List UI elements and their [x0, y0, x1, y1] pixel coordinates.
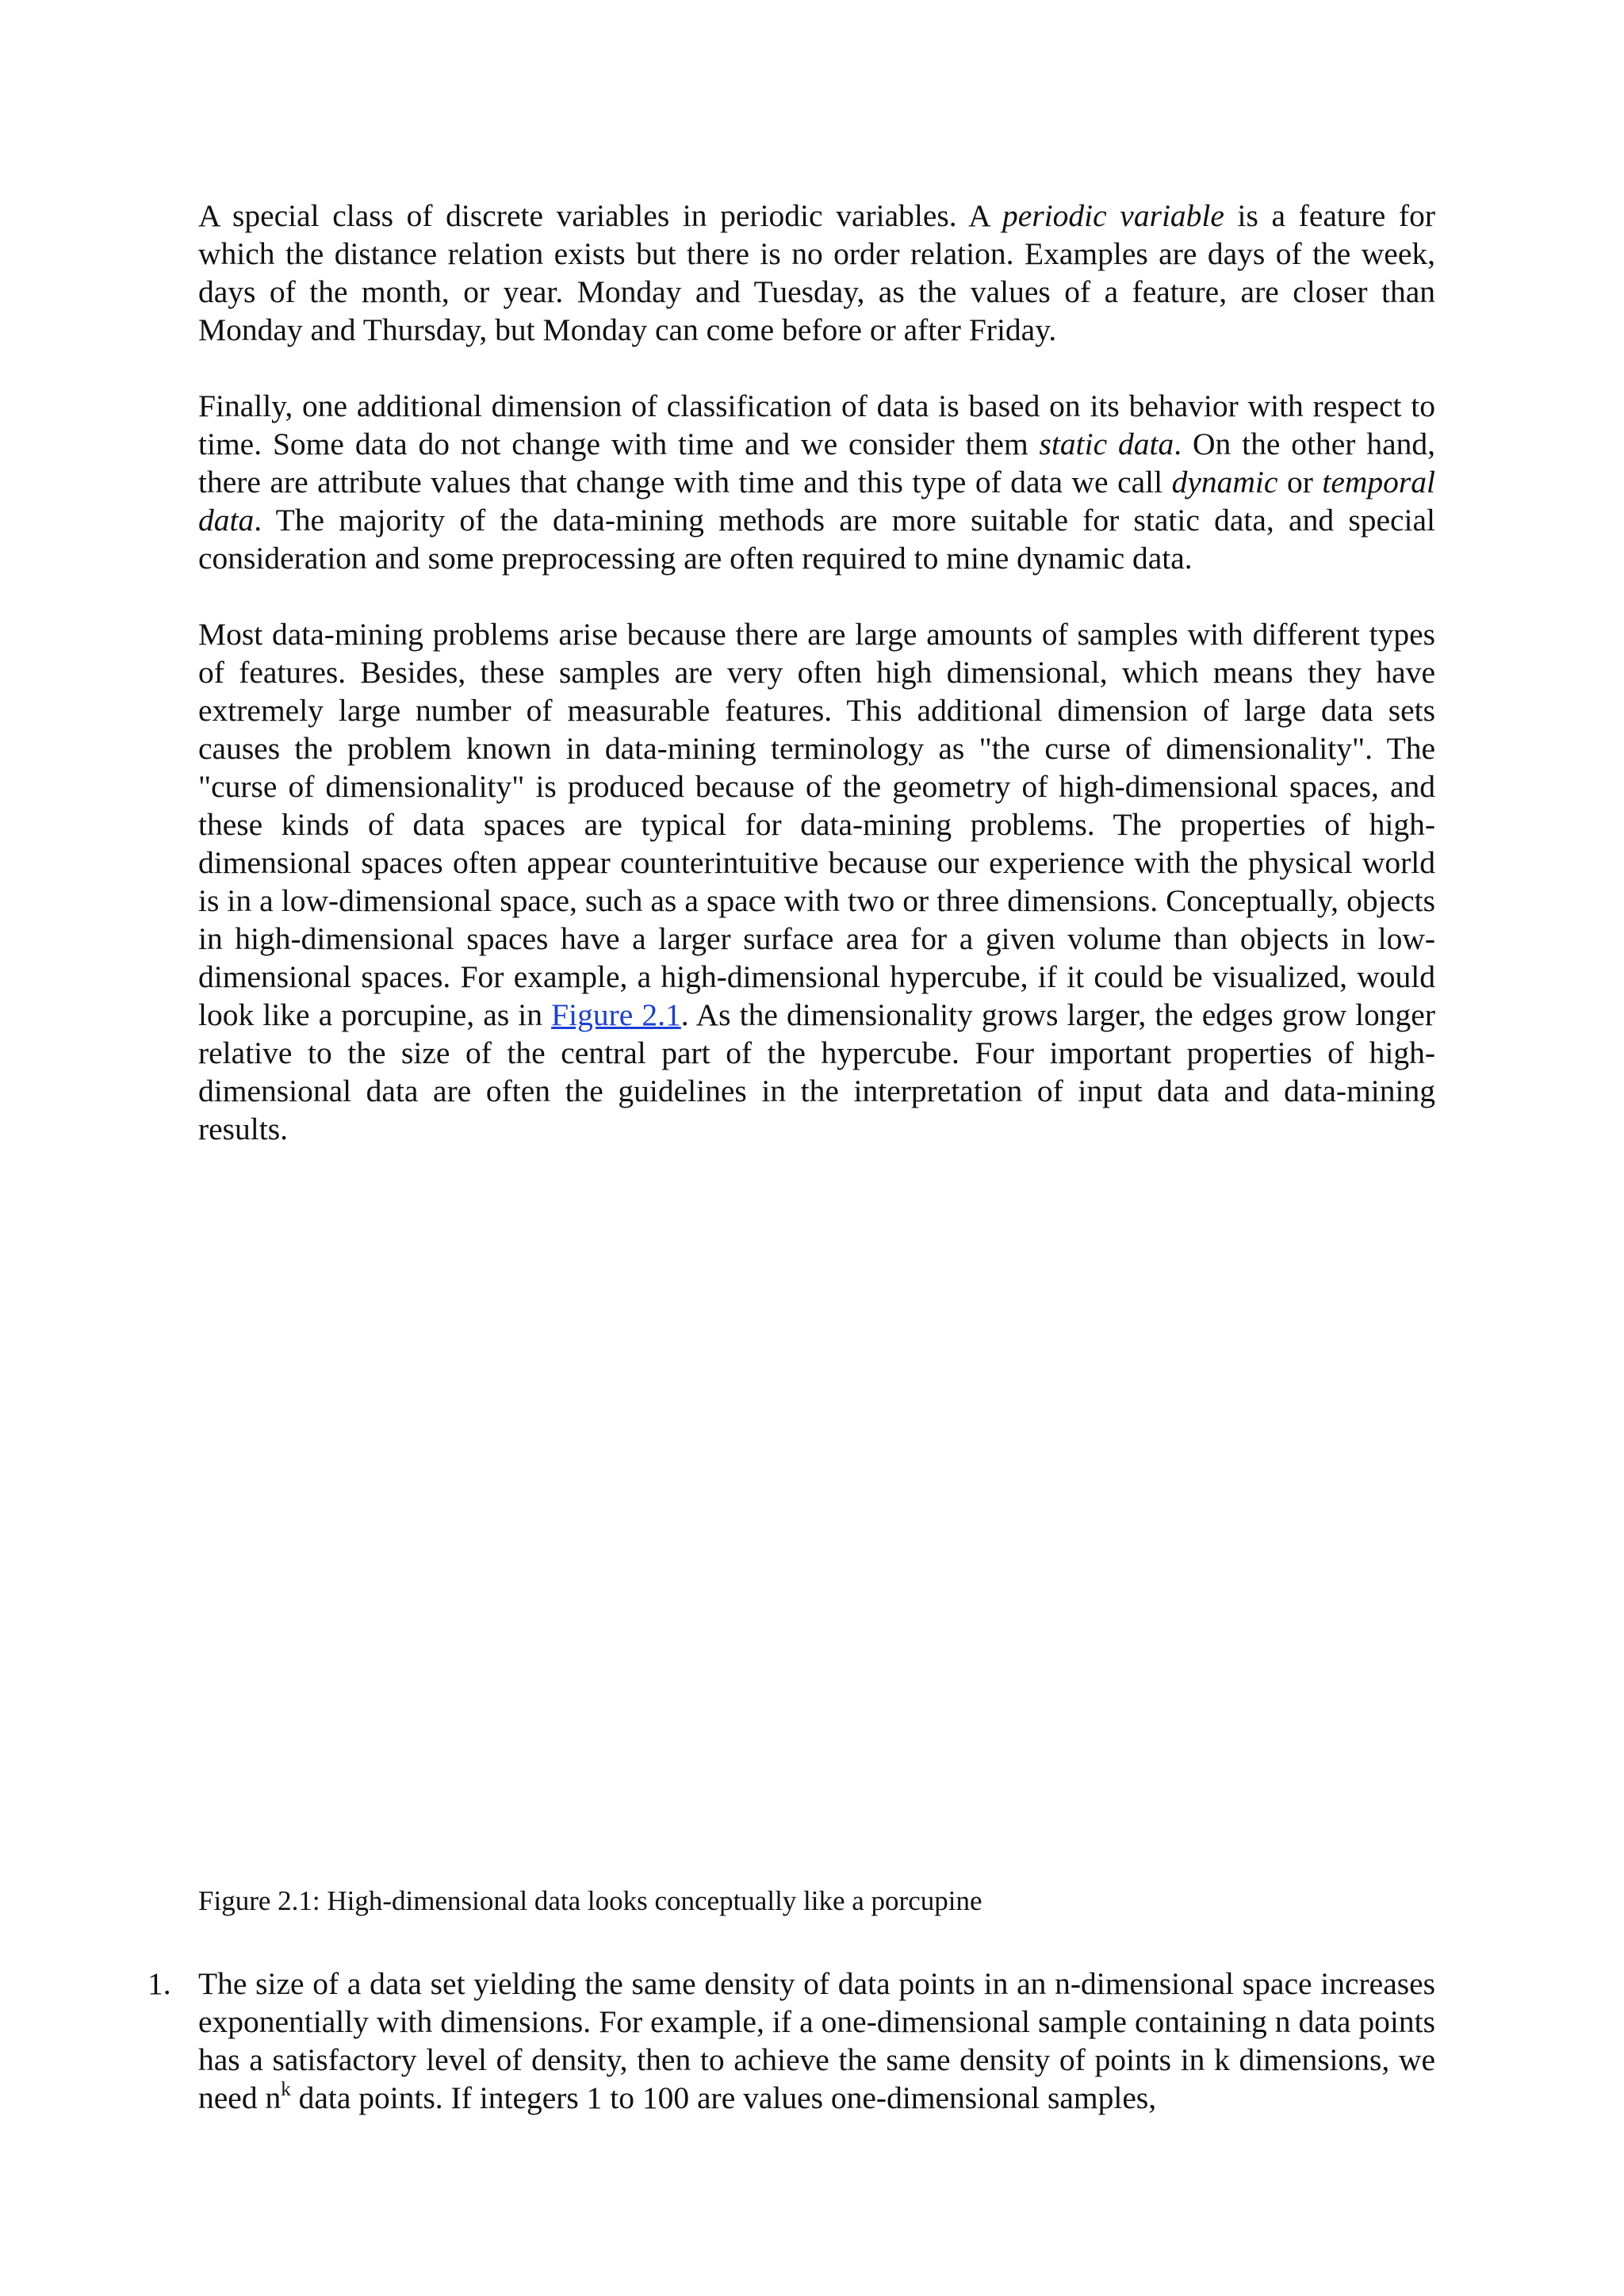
- paragraph-text: . As the dimensionality grows larger, the edges grow longer relative to the size of the central part of the hypercube. Four important properties of high-dimensional data are often the guidelines in the interpretation of input data and data-mining results.: [198, 997, 1435, 1146]
- paragraph-text: Finally, one additional dimension of classification of data is based on its behavior with respect to time. Some data do not change with time and we consider them: [198, 388, 1435, 461]
- paragraph-text: is a feature for which the distance relation exists but there is no order relation. Examples are days of the week, days of the month, or year. Monday and Tuesday, as the values of a feature, are closer than Monday and Thursday, but Monday can come before or after Friday.: [198, 198, 1435, 347]
- list-item-text: data points. If integers 1 to 100 are values one-dimensional samples,: [290, 2080, 1157, 2115]
- term-temporal-data: temporal data: [198, 465, 1435, 538]
- figure-2-1-placeholder: [198, 1181, 1435, 1879]
- figure-caption: Figure 2.1: High-dimensional data looks conceptually like a porcupine: [198, 1885, 982, 1916]
- paragraph-text: or: [1277, 465, 1323, 499]
- term-static-data: static data: [1039, 427, 1174, 461]
- list-item-text: The size of a data set yielding the same density of data points in an n-dimensional space increases exponentially with dimensions. For example, if a one-dimensional sample containing n data points has a satisfactory level of density, then to achieve the same density of points in k dimensions, we need n: [198, 1966, 1435, 2115]
- paragraph-text: . On the other hand, there are attribute values that change with time and this type of data we call: [198, 427, 1435, 499]
- term-dynamic: dynamic: [1171, 465, 1278, 499]
- paragraph-temporal-data: [198, 387, 1435, 577]
- figure-2-1-link[interactable]: Figure 2.1: [551, 997, 681, 1032]
- paragraph-periodic-variables: [198, 197, 1435, 349]
- list-item-number: 1.: [147, 1966, 171, 2001]
- term-periodic-variable: periodic variable: [1002, 198, 1224, 233]
- list-item: [147, 1965, 1435, 2117]
- paragraph-curse-of-dimensionality: [198, 615, 1435, 1148]
- paragraph-text: . The majority of the data-mining methods are more suitable for static data, and special consideration and some preprocessing are often required to mine dynamic data.: [198, 503, 1435, 576]
- numbered-list: [147, 1965, 1435, 2117]
- exponent-k: k: [281, 2079, 291, 2100]
- paragraph-text: A special class of discrete variables in periodic variables. A: [198, 198, 1003, 233]
- paragraph-text: Most data-mining problems arise because there are large amounts of samples with different types of features. Besides, these samples are very often high dimensional, which means they have extremely large number of measurable features. This additional dimension of large data sets causes the problem known in data-mining terminology as "the curse of dimensionality". The "curse of dimensionality" is produced because of the geometry of high-dimensional spaces, and these kinds of data spaces are typical for data-mining problems. The properties of high-dimensional spaces often appear counterintuitive because our experience with the physical world is in a low-dimensional space, such as a space with two or three dimensions. Conceptually, objects in high-dimensional spaces have a larger surface area for a given volume than objects in low-dimensional spaces. For example, a high-dimensional hypercube, if it could be visualized, would look like a porcupine, as in: [198, 617, 1435, 1032]
